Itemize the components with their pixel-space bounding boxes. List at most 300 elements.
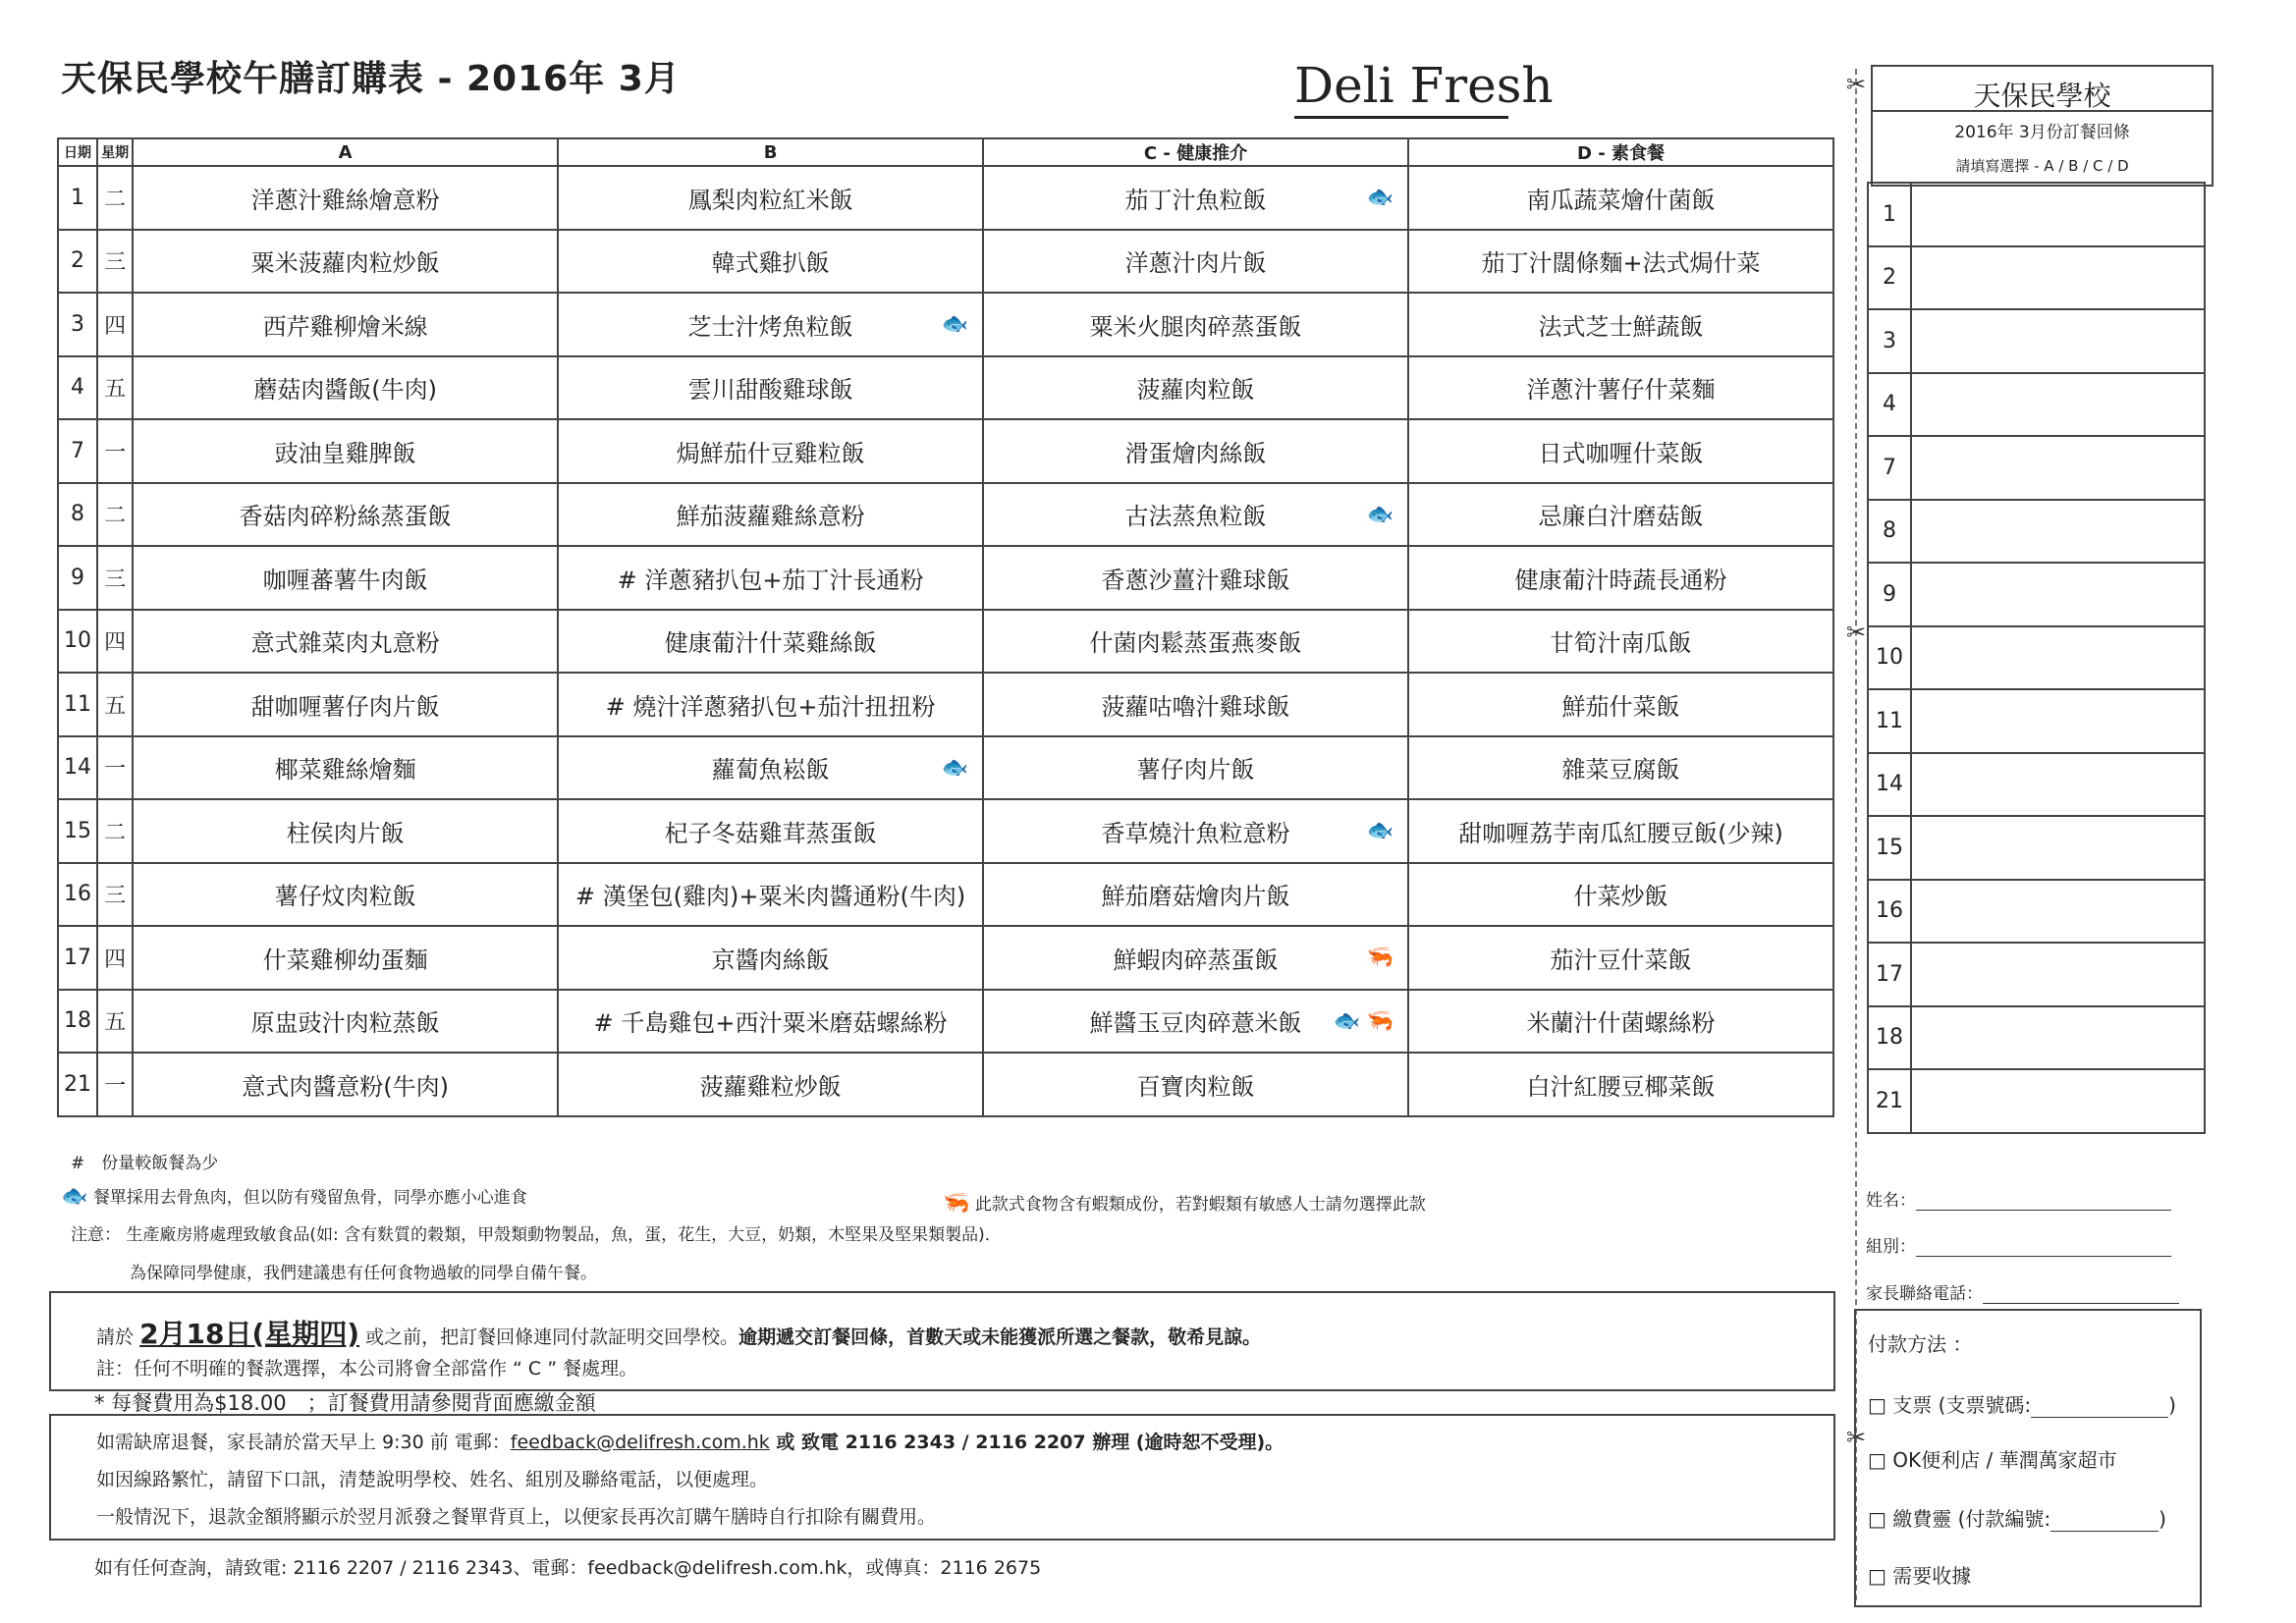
deadline-line [96,1313,1261,1352]
meal-c-text: 洋蔥汁肉片飯 [1124,249,1267,278]
reply-row [1868,816,2205,880]
weekday-cell [97,419,133,483]
fish-icon: 🐟 [61,1184,88,1209]
menu-row [58,863,1833,927]
meal-c-text: 古法蒸魚粒飯 [1124,503,1267,531]
weekday-cell-text: 一 [104,440,127,465]
phone-label: 家長聯絡電話： [1866,1284,1983,1304]
feedback-email-link[interactable]: feedback@delifresh.com.hk [510,1432,770,1453]
fish-icon: 🐟 [1366,502,1394,527]
meal-b-text: 蘿蔔魚崧飯 [711,756,830,784]
scissors-icon: ✂ [1846,1424,1867,1451]
day-cell [58,546,97,610]
meal-c [983,990,1408,1054]
day-cell-text: 3 [71,311,85,337]
meal-a [133,610,558,674]
meal-c [983,1053,1408,1116]
name-field[interactable] [1866,1186,2171,1211]
group-field[interactable] [1866,1232,2171,1257]
reply-body [1868,183,2205,1133]
meal-c [983,673,1408,736]
meal-d-text: 什菜炒飯 [1573,883,1668,911]
meal-d [1408,419,1833,483]
meal-b [558,990,983,1054]
menu-row [58,610,1833,674]
meal-c-text: 香草燒汁魚粒意粉 [1101,819,1290,847]
meal-a [133,673,558,736]
weekday-cell-text: 五 [104,1010,127,1036]
meal-b [558,546,983,610]
meal-a [133,799,558,863]
menu-row [58,990,1833,1054]
reply-choice-cell[interactable] [1911,943,2205,1006]
meal-c-text: 百寶肉粒飯 [1136,1072,1255,1101]
meal-a-text: 蘑菇肉醬飯(牛肉) [253,376,437,405]
divider [1873,110,2212,112]
meal-d [1408,546,1833,610]
meal-d-text: 米蘭汁什菌螺絲粉 [1526,1009,1716,1038]
meal-b-text: 鳳梨肉粒紅米飯 [687,186,853,214]
meal-a-text: 洋蔥汁雞絲燴意粉 [250,186,440,214]
meal-b [558,799,983,863]
day-cell-text: 4 [71,375,85,401]
meal-a [133,990,558,1054]
weekday-cell [97,863,133,927]
reply-row [1868,753,2205,817]
day-cell [58,610,97,674]
meal-d [1408,926,1833,990]
weekday-cell [97,736,133,800]
meal-b-text: 健康葡汁什菜雞絲飯 [664,629,877,658]
meal-b-text: 韓式雞扒飯 [711,249,830,278]
name-label: 姓名： [1866,1191,1916,1211]
reply-choice-cell[interactable] [1911,816,2205,880]
meal-d [1408,610,1833,674]
meal-d [1408,483,1833,547]
note-fish [61,1183,527,1209]
contact-line1 [96,1428,1284,1454]
day-cell [58,483,97,547]
meal-d-text: 洋蔥汁薯仔什菜麵 [1526,376,1716,405]
meal-a [133,356,558,420]
reply-choice-cell[interactable] [1911,500,2205,564]
reply-day: 15 [1868,816,1911,880]
reply-row [1868,500,2205,564]
meal-b-text: 菠蘿雞粒炒飯 [699,1072,842,1101]
day-cell [58,863,97,927]
meal-a [133,926,558,990]
meal-b [558,230,983,294]
menu-row [58,673,1833,736]
meal-d-text: 白汁紅腰豆椰菜飯 [1526,1072,1716,1101]
meal-d [1408,1053,1833,1116]
note-shrimp-text: 此款式食物含有蝦類成份，若對蝦類有敏感人士請勿選擇此款 [974,1195,1426,1215]
weekday-cell [97,483,133,547]
meal-c [983,736,1408,800]
scissors-icon: ✂ [1846,619,1867,646]
meal-d [1408,863,1833,927]
meal-a [133,419,558,483]
meal-b [558,356,983,420]
meal-b-text: # 千島雞包+西汁粟米磨菇螺絲粉 [593,1009,948,1038]
reply-row [1868,563,2205,626]
reply-row [1868,943,2205,1006]
bill-option[interactable] [1868,1503,2166,1532]
note-hash: # 份量較飯餐為少 [71,1154,219,1173]
weekday-cell [97,293,133,356]
meal-b [558,610,983,674]
reply-row [1868,689,2205,753]
note-attention2: 為保障同學健康，我們建議患有任何食物過敏的同學自備午餐。 [130,1264,597,1283]
deadline-post: 或之前，把訂餐回條連同付款証明交回學校。 [365,1326,739,1348]
meal-d-text: 甘筍汁南瓜飯 [1550,629,1692,658]
ok-option[interactable]: □ OK便利店 / 華潤萬家超市 [1868,1448,2117,1472]
weekday-cell-text: 四 [104,313,127,339]
meal-c-text: 粟米火腿肉碎蒸蛋飯 [1089,312,1302,341]
meal-d-text: 茄丁汁闊條麵+法式焗什菜 [1481,249,1761,278]
bill-close: ) [2159,1507,2166,1531]
reply-day: 17 [1868,943,1911,1006]
day-cell-text: 2 [71,248,85,274]
day-cell-text: 8 [71,502,85,527]
reply-choice-cell[interactable] [1911,626,2205,690]
reply-day: 11 [1868,689,1911,753]
meal-d [1408,736,1833,800]
deadline-date: 2月18日(星期四) [139,1318,360,1350]
weekday-cell-text: 五 [104,693,127,719]
day-cell [58,356,97,420]
contact-line4: 如有任何查詢，請致電: 2116 2207 / 2116 2343、電郵：feedback@delifresh.com.hk，或傳真：2116 2675 [94,1557,1042,1579]
weekday-cell [97,356,133,420]
meal-d [1408,673,1833,736]
meal-c-text: 鮮茄磨菇燴肉片飯 [1101,883,1290,911]
scissors-icon: ✂ [1846,71,1867,98]
reply-day: 10 [1868,626,1911,690]
weekday-cell-text: 三 [104,567,127,592]
contact-box [49,1414,1835,1541]
weekday-cell-text: 一 [104,1073,127,1099]
meal-a-text: 咖喱蕃薯牛肉飯 [262,566,428,594]
meal-c-text: 鮮蝦肉碎蒸蛋飯 [1113,946,1279,974]
reply-row [1868,1069,2205,1133]
weekday-cell [97,546,133,610]
menu-row [58,293,1833,356]
menu-body [58,166,1833,1116]
reply-row [1868,880,2205,944]
meal-a-text: 意式肉醬意粉(牛肉) [242,1072,449,1101]
meal-b [558,926,983,990]
meal-a-text: 意式雜菜肉丸意粉 [250,629,440,658]
meal-b-text: 京醬肉絲飯 [711,946,830,974]
meal-c-text: 薯仔肉片飯 [1136,756,1255,784]
meal-c-text: 茄丁汁魚粒飯 [1124,186,1267,214]
group-label: 組別： [1866,1237,1916,1257]
weekday-cell-text: 二 [104,820,127,845]
reply-choice-cell[interactable] [1911,373,2205,437]
menu-row [58,483,1833,547]
day-cell-text: 1 [71,185,85,210]
weekday-cell [97,926,133,990]
meal-a [133,1053,558,1116]
reply-row [1868,436,2205,500]
reply-subtitle: 2016年 3月份訂餐回條 [1954,123,2130,142]
menu-header-row [58,138,1833,166]
day-cell [58,419,97,483]
reply-choice-cell[interactable] [1911,436,2205,500]
weekday-cell-text: 五 [104,377,127,403]
menu-row [58,799,1833,863]
reply-day: 21 [1868,1069,1911,1133]
meal-c [983,166,1408,230]
meal-a-text: 椰菜雞絲燴麵 [274,756,416,784]
reply-choice-cell[interactable] [1911,309,2205,373]
meal-c [983,419,1408,483]
menu-row [58,1053,1833,1116]
reply-day: 2 [1868,246,1911,310]
bill-number-line[interactable] [2050,1531,2159,1532]
meal-b-text: 雲川甜酸雞球飯 [687,376,853,405]
meal-d [1408,356,1833,420]
day-cell-text: 11 [64,691,92,717]
day-cell-text: 14 [64,755,92,781]
reply-choice-cell[interactable] [1911,183,2205,246]
day-cell [58,926,97,990]
meal-b-text: # 洋蔥豬扒包+茄丁汁長通粉 [617,566,924,594]
day-cell [58,166,97,230]
reply-row [1868,246,2205,310]
day-cell-text: 18 [64,1008,92,1034]
meal-d [1408,799,1833,863]
reply-choice-cell[interactable] [1911,563,2205,626]
meal-a [133,863,558,927]
payment-title: 付款方法 ： [1868,1332,1973,1356]
meal-d [1408,990,1833,1054]
shrimp-icon: 🦐 [1366,1008,1394,1034]
header-d: D - 素食餐 [1408,138,1833,166]
day-cell-text: 7 [71,438,85,463]
contact-line3: 一般情況下，退款金額將顯示於翌月派發之餐單背頁上，以便家長再次訂購午膳時自行扣除有關費用。 [96,1506,937,1528]
meal-c-text: 菠蘿肉粒飯 [1136,376,1255,405]
meal-b [558,1053,983,1116]
menu-row [58,736,1833,800]
meal-b-text: # 漢堡包(雞肉)+粟米肉醬通粉(牛肉) [574,883,966,911]
fish-icon: 🐟 [1333,1008,1361,1034]
meal-c-text: 菠蘿咕嚕汁雞球飯 [1101,692,1290,721]
shrimp-icon: 🦐 [943,1191,970,1216]
deadline-box [49,1291,1835,1391]
reply-row [1868,309,2205,373]
contact-line1-pre: 如需缺席退餐，家長請於當天早上 9:30 前 電郵： [96,1432,511,1453]
day-cell [58,736,97,800]
cheque-label: □ 支票 (支票號碼: [1868,1393,2032,1417]
reply-day: 4 [1868,373,1911,437]
header-a: A [133,138,558,166]
reply-select-instruction: 請填寫選擇 - A / B / C / D [1955,157,2129,175]
meal-a-text: 西芹雞柳燴米線 [262,312,428,341]
reply-choice-cell[interactable] [1911,1069,2205,1133]
weekday-cell [97,990,133,1054]
day-cell [58,230,97,294]
meal-a [133,293,558,356]
meal-d [1408,230,1833,294]
reply-row [1868,183,2205,246]
day-cell [58,1053,97,1116]
weekday-cell-text: 二 [104,187,127,212]
reply-day: 8 [1868,500,1911,564]
fish-icon: 🐟 [1366,818,1394,843]
meal-a-text: 豉油皇雞脾飯 [274,439,416,467]
reply-day: 3 [1868,309,1911,373]
reply-row [1868,1006,2205,1070]
deadline-note: 註：任何不明確的餐款選擇，本公司將會全部當作 “ C ” 餐處理。 [96,1358,638,1380]
meal-d-text: 健康葡汁時蔬長通粉 [1514,566,1727,594]
day-cell [58,799,97,863]
reply-choice-cell[interactable] [1911,880,2205,944]
meal-c-text: 滑蛋燴肉絲飯 [1124,439,1267,467]
day-cell-text: 15 [64,818,92,843]
meal-a [133,736,558,800]
shrimp-icon: 🦐 [1366,945,1394,970]
cheque-option[interactable] [1868,1389,2176,1418]
phone-line[interactable] [1983,1303,2179,1304]
weekday-cell [97,673,133,736]
reply-choice-cell[interactable] [1911,689,2205,753]
meal-d [1408,166,1833,230]
meal-d-text: 南瓜蔬菜燴什菌飯 [1526,186,1716,214]
menu-row [58,419,1833,483]
day-cell-text: 9 [71,565,85,590]
day-cell-text: 21 [64,1071,92,1097]
weekday-cell-text: 一 [104,757,127,783]
reply-day: 18 [1868,1006,1911,1070]
fish-icon: 🐟 [1366,185,1394,210]
meal-d-text: 茄汁豆什菜飯 [1550,946,1692,974]
reply-day: 14 [1868,753,1911,817]
day-cell-text: 17 [64,945,92,970]
brand-logo: Deli Fresh [1294,57,1554,114]
weekday-cell-text: 四 [104,630,127,656]
meal-c-text: 香蔥沙薑汁雞球飯 [1101,566,1290,594]
meal-b-text: 焗鮮茄什豆雞粒飯 [676,439,865,467]
note-attention: 注意： 生產廠房將處理致敏食品(如: 含有麩質的穀類，甲殼類動物製品，魚，蛋，花生，大豆，奶類，木堅果及堅果類製品)． [71,1225,1002,1245]
meal-a-text: 什菜雞柳幼蛋麵 [262,946,428,974]
group-line[interactable] [1916,1256,2171,1257]
meal-a-text: 香菇肉碎粉絲蒸蛋飯 [239,503,452,531]
header-weekday: 星期 [97,138,133,166]
page-title: 天保民學校午膳訂購表 - 2016年 3月 [61,59,681,99]
day-cell-text: 10 [64,628,92,654]
meal-c [983,483,1408,547]
meal-a-text: 粟米菠蘿肉粒炒飯 [250,249,440,278]
meal-b [558,419,983,483]
menu-row [58,230,1833,294]
weekday-cell-text: 二 [104,504,127,529]
reply-row [1868,373,2205,437]
contact-line2: 如因線路繁忙，請留下口訊，清楚說明學校、姓名、組別及聯絡電話，以便處理。 [96,1469,769,1490]
meal-d-text: 甜咖喱荔芋南瓜紅腰豆飯(少辣) [1458,819,1783,847]
reply-day: 7 [1868,436,1911,500]
header-c: C - 健康推介 [983,138,1408,166]
meal-a [133,483,558,547]
meal-a [133,230,558,294]
menu-table [57,137,1834,1117]
price-note: * 每餐費用為$18.00 ；訂餐費用請參閱背面應繳金額 [94,1391,596,1415]
weekday-cell [97,610,133,674]
reply-day: 16 [1868,880,1911,944]
weekday-cell-text: 四 [104,947,127,972]
meal-d-text: 雜菜豆腐飯 [1561,756,1680,784]
reply-choice-cell[interactable] [1911,753,2205,817]
brand-underline [1294,116,1508,119]
meal-c-text: 鮮醬玉豆肉碎薏米飯 [1089,1009,1302,1038]
meal-c [983,230,1408,294]
reply-slip-header [1871,65,2214,187]
reply-table [1867,182,2206,1134]
meal-b [558,863,983,927]
cheque-close: ) [2168,1393,2176,1417]
day-cell [58,293,97,356]
menu-row [58,166,1833,230]
meal-d-text: 日式咖喱什菜飯 [1538,439,1704,467]
reply-choice-cell[interactable] [1911,1006,2205,1070]
day-cell-text: 16 [64,882,92,907]
menu-row [58,546,1833,610]
menu-row [58,356,1833,420]
meal-c [983,293,1408,356]
meal-b-text: # 燒汁洋蔥豬扒包+茄汁扭扭粉 [605,692,936,721]
meal-a [133,546,558,610]
deadline-warning: 逾期遞交訂餐回條，首數天或未能獲派所選之餐款，敬希見諒。 [738,1326,1262,1348]
reply-day: 9 [1868,563,1911,626]
meal-c [983,610,1408,674]
meal-c [983,799,1408,863]
name-line[interactable] [1916,1210,2171,1211]
weekday-cell-text: 三 [104,884,127,909]
meal-c [983,356,1408,420]
header-date: 日期 [58,138,97,166]
meal-a-text: 薯仔炆肉粒飯 [274,883,416,911]
weekday-cell [97,230,133,294]
meal-b [558,166,983,230]
reply-school: 天保民學校 [1973,80,2111,112]
weekday-cell [97,799,133,863]
meal-a-text: 原盅豉汁肉粒蒸飯 [250,1009,440,1038]
meal-d-text: 法式芝士鮮蔬飯 [1538,312,1704,341]
receipt-option[interactable]: □ 需要收據 [1868,1564,1972,1588]
fish-icon: 🐟 [941,311,969,337]
reply-choice-cell[interactable] [1911,246,2205,310]
phone-field[interactable] [1866,1279,2179,1304]
note-fish-text: 餐單採用去骨魚肉，但以防有殘留魚骨，同學亦應小心進食 [92,1188,527,1208]
meal-b [558,483,983,547]
day-cell [58,673,97,736]
cheque-number-line[interactable] [2031,1417,2168,1418]
meal-b-text: 鮮茄菠蘿雞絲意粉 [676,503,865,531]
meal-c [983,546,1408,610]
deadline-pre: 請於 [96,1326,135,1348]
meal-b [558,673,983,736]
bill-label: □ 繳費靈 (付款編號: [1868,1507,2051,1531]
meal-b-text: 杞子冬菇雞茸蒸蛋飯 [664,819,877,847]
header-b: B [558,138,983,166]
weekday-cell [97,1053,133,1116]
meal-b [558,736,983,800]
menu-row [58,926,1833,990]
meal-d [1408,293,1833,356]
day-cell [58,990,97,1054]
note-shrimp [943,1190,1426,1216]
reply-day: 1 [1868,183,1911,246]
